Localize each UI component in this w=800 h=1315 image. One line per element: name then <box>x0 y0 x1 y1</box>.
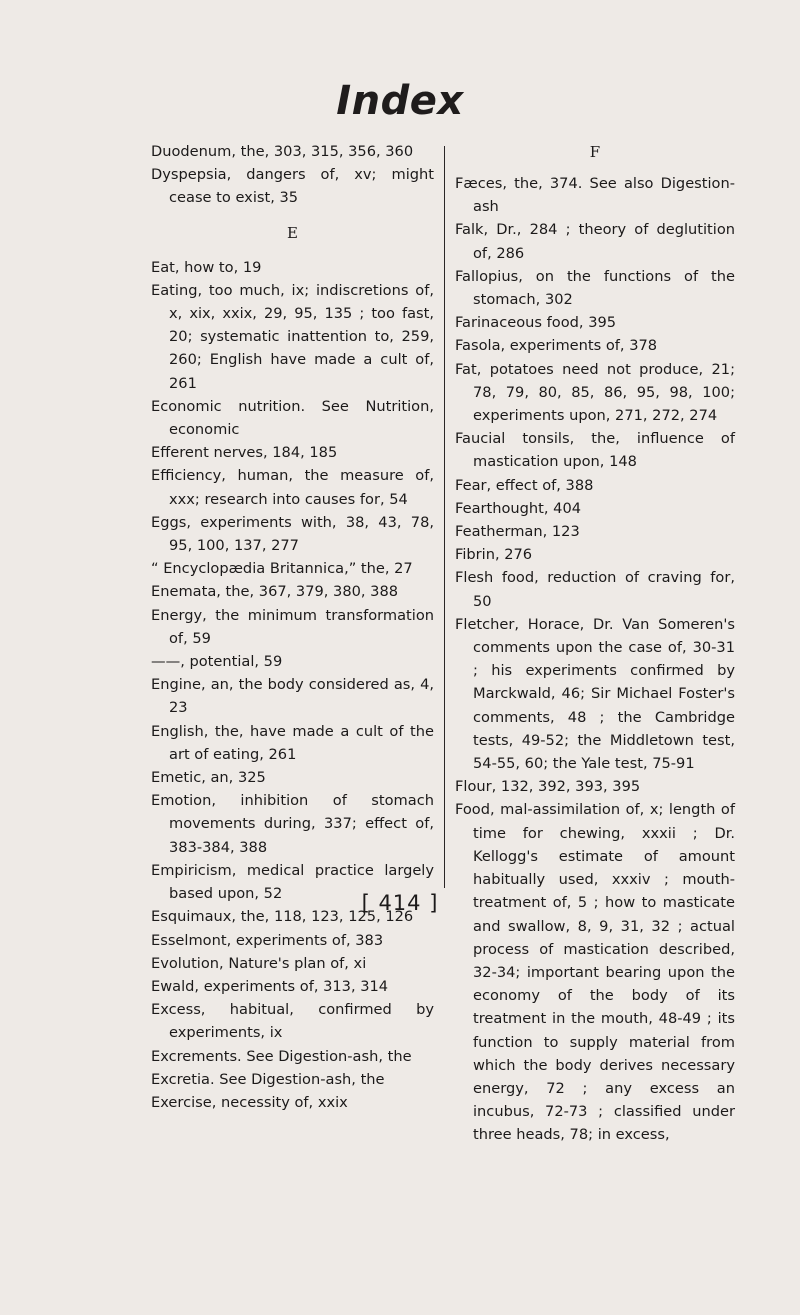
index-entry: Enemata, the, 367, 379, 380, 388 <box>151 583 399 601</box>
index-entry: Dyspepsia, dangers of, xv; might cease to exist, 35 <box>151 166 434 207</box>
index-entry: “ Encyclopædia Britannica,” the, 27 <box>151 560 413 578</box>
index-entry: Fletcher, Horace, Dr. Van Someren's comments upon the case of, 30-31 ; his experiments confirmed by Marckwald, 46; Sir Michael Foster's comments, 48 ; the Cambridge tests, 49-52; the Middletown test, 54-55, 60; the Yale test, 75-91 <box>455 615 735 773</box>
index-column-left <box>151 140 434 1114</box>
index-entry: Fæces, the, 374. See also Digestion-ash <box>455 175 735 216</box>
index-entry: Fat, potatoes need not produce, 21; 78, 79, 80, 85, 86, 95, 98, 100; experiments upon, 271, 272, 274 <box>455 360 735 425</box>
index-entry: Esquimaux, the, 118, 123, 125, 126 <box>151 908 414 926</box>
index-entry: Food, mal-assimilation of, x; length of time for chewing, xxxii ; Dr. Kellogg's estimate of amount habitually used, xxxiv ; mouth-treatment of, 5 ; how to masticate and swallow, 8, 9, 31, 32 ; actual process of mastication described, 32-34; important bearing upon the economy of the body of its treatment in the mouth, 48-49 ; its function to supply material from which the body derives necessary energy, 72 ; any excess an incubus, 72-73 ; classified under three heads, 78; in excess, <box>455 801 735 1144</box>
index-entry: ——, potential, 59 <box>151 653 283 671</box>
index-entry: Excess, habitual, confirmed by experiments, ix <box>151 1001 434 1042</box>
section-letter-f: F <box>589 143 601 161</box>
index-entry: Excretia. See Digestion-ash, the <box>151 1070 385 1088</box>
index-entry: Eating, too much, ix; indiscretions of, x, xix, xxix, 29, 95, 135 ; too fast, 20; systematic inattention to, 259, 260; English have made a cult of, 261 <box>151 281 434 392</box>
index-entry: Fearthought, 404 <box>455 499 582 517</box>
column-divider <box>444 146 445 888</box>
index-entry: Economic nutrition. See Nutrition, economic <box>151 397 434 439</box>
index-entry: Efficiency, human, the measure of, xxx; research into causes for, 54 <box>151 467 434 508</box>
index-entry: Excrements. See Digestion-ash, the <box>151 1047 412 1065</box>
index-entry: Fallopius, on the functions of the stomach, 302 <box>455 267 735 309</box>
index-entry: Fibrin, 276 <box>455 546 533 564</box>
index-entry: Falk, Dr., 284 ; theory of deglutition of, 286 <box>455 221 735 262</box>
index-entry: Fear, effect of, 388 <box>455 476 594 494</box>
index-entry: Featherman, 123 <box>455 523 580 541</box>
index-entry: Empiricism, medical practice largely based upon, 52 <box>151 861 434 903</box>
index-entry: Flour, 132, 392, 393, 395 <box>455 778 641 796</box>
page-number: [ 414 ] <box>361 891 439 915</box>
index-entry: English, the, have made a cult of the art of eating, 261 <box>151 722 434 763</box>
index-entry: Fasola, experiments of, 378 <box>455 337 658 355</box>
index-entry: Eat, how to, 19 <box>151 258 262 276</box>
index-entry: Engine, an, the body considered as, 4, 23 <box>151 676 434 717</box>
index-entry: Flesh food, reduction of craving for, 50 <box>455 569 735 610</box>
index-entry: Efferent nerves, 184, 185 <box>151 444 338 462</box>
index-entry: Ewald, experiments of, 313, 314 <box>151 977 389 995</box>
section-letter-e: E <box>287 223 298 242</box>
index-entry: Energy, the minimum transformation of, 59 <box>151 606 434 647</box>
index-entry: Evolution, Nature's plan of, xi <box>151 954 367 972</box>
index-entry: Farinaceous food, 395 <box>455 314 617 332</box>
index-entry: Emetic, an, 325 <box>151 769 266 787</box>
index-entry: Duodenum, the, 303, 315, 356, 360 <box>151 143 414 160</box>
index-entry: Eggs, experiments with, 38, 43, 78, 95, 100, 137, 277 <box>151 513 434 555</box>
page-title: Index <box>336 78 464 124</box>
index-entry: Emotion, inhibition of stomach movements during, 337; effect of, 383-384, 388 <box>151 792 434 856</box>
index-entry: Faucial tonsils, the, influence of mastication upon, 148 <box>455 430 735 471</box>
index-entry: Exercise, necessity of, xxix <box>151 1093 348 1111</box>
index-column-right <box>455 140 735 1147</box>
index-entry: Esselmont, experiments of, 383 <box>151 931 384 949</box>
